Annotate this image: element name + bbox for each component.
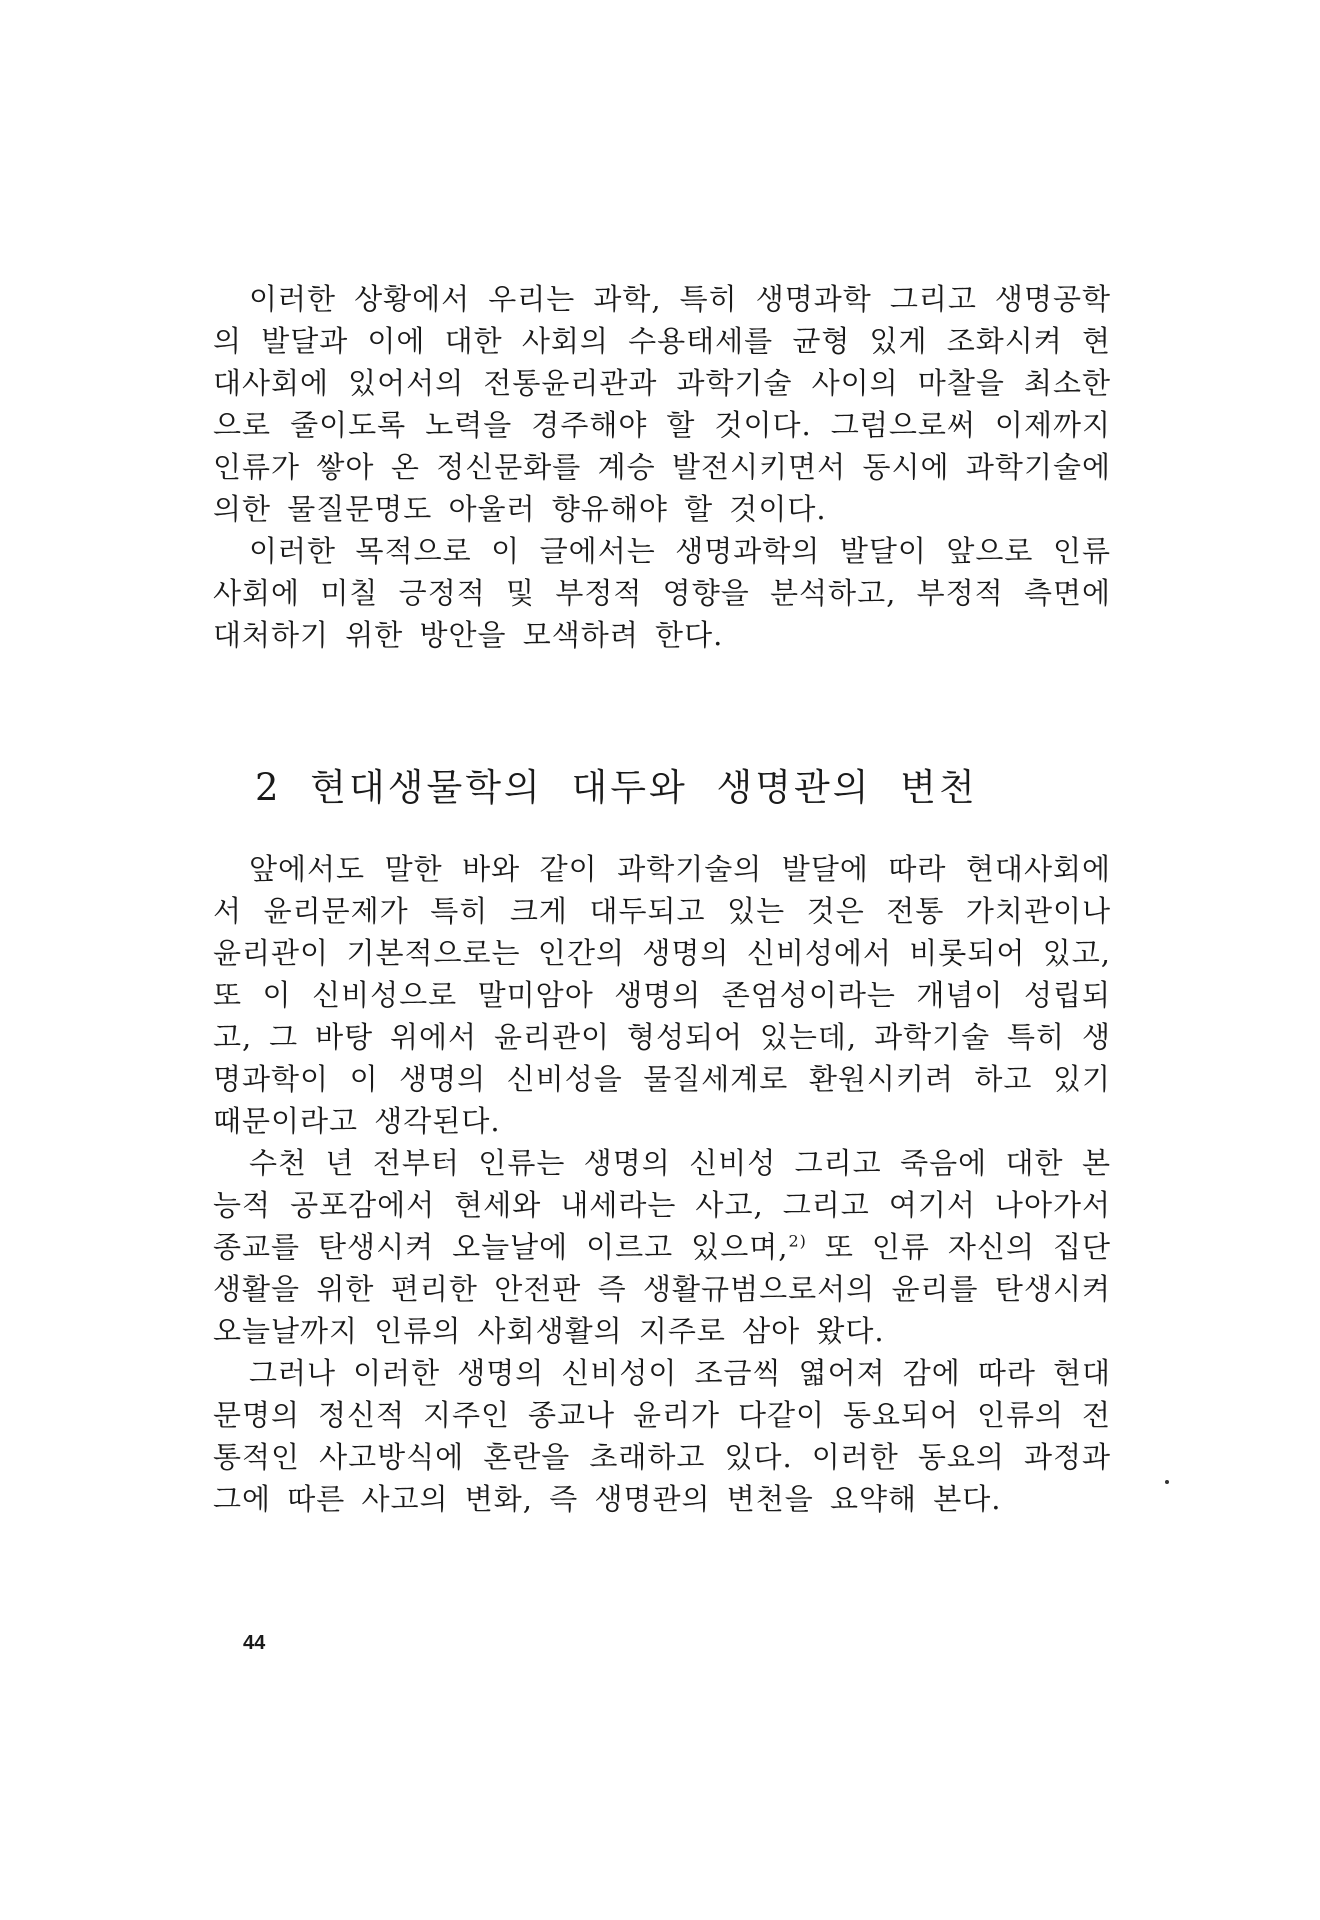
paragraph: 이러한 상황에서 우리는 과학, 특히 생명과학 그리고 생명공학의 발달과 이에 대한 사회의 수용태세를 균형 있게 조화시켜 현대사회에 있어서의 전통윤리관과 과학기술 사이의 마찰을 최소한으로 줄이도록 노력을 경주해야 할 것이다. 그럼으로써 이제까지 인류가 쌓아 온 정신문화를 계승 발전시키면서 동시에 과학기술에 의한 물질문명도 아울러 향유해야 할 것이다. — [213, 282, 1111, 526]
footnote-reference[interactable]: 2) — [788, 1231, 807, 1251]
page-number: 44 — [243, 1632, 266, 1654]
paragraph: 이러한 목적으로 이 글에서는 생명과학의 발달이 앞으로 인류사회에 미칠 긍정적 및 부정적 영향을 분석하고, 부정적 측면에 대처하기 위한 방안을 모색하려 한다. — [213, 534, 1111, 652]
stray-mark — [1165, 1480, 1169, 1484]
paragraph-with-footnote — [213, 1142, 1111, 1352]
intro-section — [213, 278, 1111, 656]
paragraph-text-continued: 또 인류 자신의 집단생활을 위한 편리한 안전판 즉 생활규범으로서의 윤리를 탄생시켜 오늘날까지 인류의 사회생활의 지주로 삼아 왔다. — [213, 1230, 1111, 1348]
paragraph: 앞에서도 말한 바와 같이 과학기술의 발달에 따라 현대사회에서 윤리문제가 특히 크게 대두되고 있는 것은 전통 가치관이나 윤리관이 기본적으로는 인간의 생명의 신비성에서 비롯되어 있고, 또 이 신비성으로 말미암아 생명의 존엄성이라는 개념이 성립되고, 그 바탕 위에서 윤리관이 형성되어 있는데, 과학기술 특히 생명과학이 이 생명의 신비성을 물질세계로 환원시키려 하고 있기 때문이라고 생각된다. — [213, 852, 1111, 1138]
section-heading: 2 현대생물학의 대두와 생명관의 변천 — [255, 766, 978, 809]
paragraph-text: 수천 년 전부터 인류는 생명의 신비성 그리고 죽음에 대한 본능적 공포감에서 현세와 내세라는 사고, 그리고 여기서 나아가서 종교를 탄생시켜 오늘날에 이르고 있으며, — [213, 1146, 1111, 1264]
body-section — [213, 848, 1111, 1520]
paragraph: 그러나 이러한 생명의 신비성이 조금씩 엷어져 감에 따라 현대문명의 정신적 지주인 종교나 윤리가 다같이 동요되어 인류의 전통적인 사고방식에 혼란을 초래하고 있다. 이러한 동요의 과정과 그에 따른 사고의 변화, 즉 생명관의 변천을 요약해 본다. — [213, 1356, 1111, 1516]
